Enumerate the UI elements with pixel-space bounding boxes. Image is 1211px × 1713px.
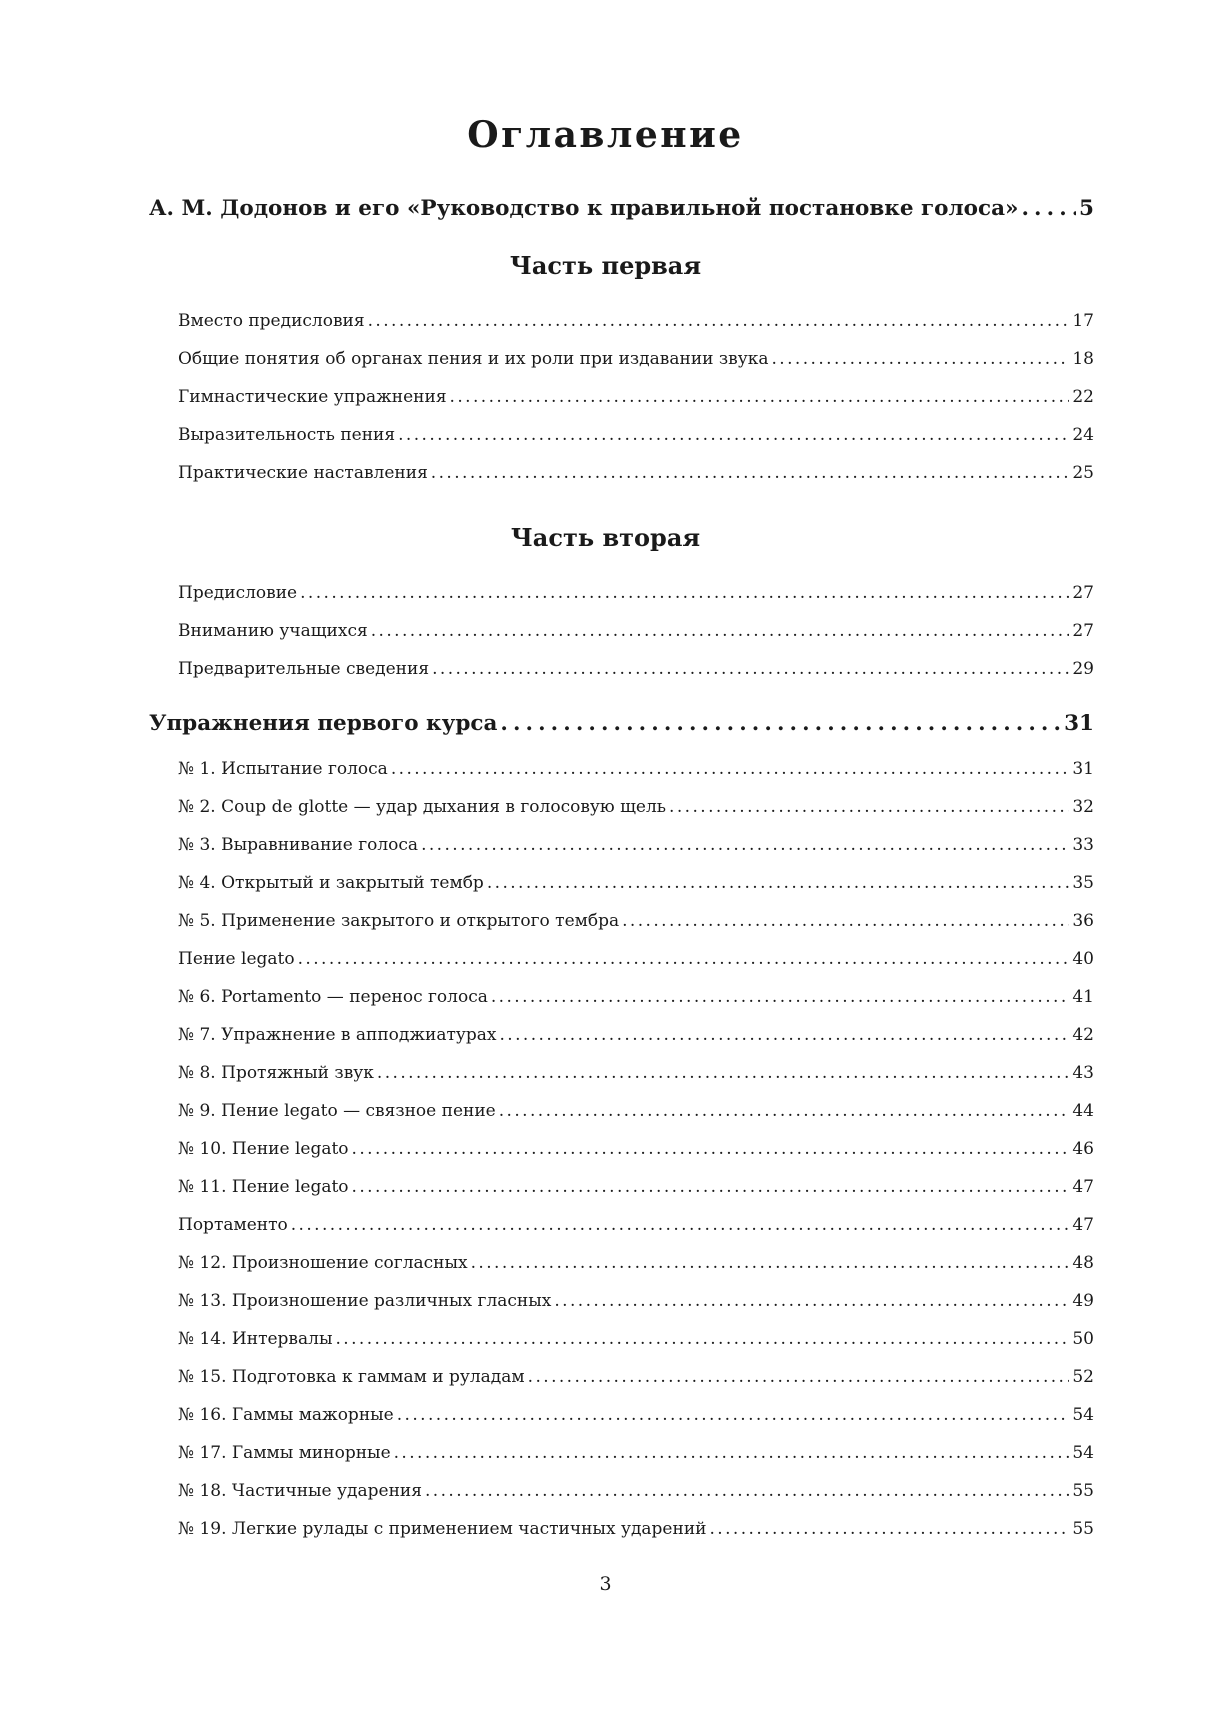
toc-entry-page: 27: [1072, 583, 1094, 603]
toc-entry-label: № 16. Гаммы мажорные: [178, 1405, 394, 1425]
dot-leader: [499, 1098, 1070, 1124]
toc-entry[interactable]: [178, 1060, 1094, 1086]
page-title: Оглавление: [467, 114, 744, 156]
toc-entry[interactable]: [178, 346, 1094, 372]
toc-entry-page: 44: [1072, 1101, 1094, 1121]
toc-entry[interactable]: [178, 422, 1094, 448]
toc-entry-label: Вниманию учащихся: [178, 621, 368, 641]
toc-entry[interactable]: [178, 1478, 1094, 1504]
toc-entry-label: Предисловие: [178, 583, 298, 603]
toc-entry-label: № 14. Интервалы: [178, 1329, 333, 1349]
dot-leader: [528, 1364, 1070, 1390]
dot-leader: [335, 1326, 1069, 1352]
dot-leader: [394, 1440, 1070, 1466]
section-heading-part-1: Часть первая: [509, 251, 702, 280]
toc-entry[interactable]: [178, 1250, 1094, 1276]
toc-entry-page: 52: [1072, 1367, 1094, 1387]
toc-entry-label: Выразительность пения: [178, 425, 396, 445]
toc-entry-page: 54: [1072, 1405, 1094, 1425]
dot-leader: [491, 984, 1070, 1010]
dot-leader: [391, 756, 1070, 782]
toc-entry-page: 24: [1072, 425, 1094, 445]
toc-entry-label: № 1. Испытание голоса: [178, 759, 388, 779]
toc-entry[interactable]: [178, 1098, 1094, 1124]
toc-entry[interactable]: [178, 794, 1094, 820]
dot-leader: [500, 709, 1061, 739]
dot-leader: [352, 1174, 1070, 1200]
dot-leader: [450, 384, 1070, 410]
toc-entry-page: 55: [1072, 1519, 1094, 1539]
toc-entry[interactable]: [178, 946, 1094, 972]
toc-entry-page: 50: [1072, 1329, 1094, 1349]
toc-entry[interactable]: [178, 1402, 1094, 1428]
toc-entry-page: 32: [1072, 797, 1094, 817]
toc-entry-label: № 8. Протяжный звук: [178, 1063, 374, 1083]
dot-leader: [368, 308, 1070, 334]
toc-entry-label: Пение legato: [178, 949, 295, 969]
dot-leader: [487, 870, 1070, 896]
toc-entry[interactable]: [178, 984, 1094, 1010]
toc-entry[interactable]: [178, 1440, 1094, 1466]
dot-leader: [425, 1478, 1069, 1504]
toc-entry-label: № 18. Частичные ударения: [178, 1481, 422, 1501]
dot-leader: [397, 1402, 1070, 1428]
toc-entry-label: Упражнения первого курса: [149, 711, 498, 736]
toc-entry-page: 49: [1072, 1291, 1094, 1311]
dot-leader: [432, 656, 1069, 682]
toc-entry[interactable]: [178, 1288, 1094, 1314]
toc-entry-label: № 7. Упражнение в апподжиатурах: [178, 1025, 497, 1045]
toc-intro-entry[interactable]: [149, 194, 1094, 224]
toc-entry[interactable]: [178, 1212, 1094, 1238]
toc-entry-page: 43: [1072, 1063, 1094, 1083]
toc-entry-page: 36: [1072, 911, 1094, 931]
toc-entry-page: 41: [1072, 987, 1094, 1007]
toc-entry-label: № 6. Portamento — перенос голоса: [178, 987, 488, 1007]
dot-leader: [1021, 194, 1076, 224]
toc-entry[interactable]: [178, 1136, 1094, 1162]
toc-entry-label: № 12. Произношение согласных: [178, 1253, 468, 1273]
toc-entry-page: 46: [1072, 1139, 1094, 1159]
toc-entry-page: 31: [1072, 759, 1094, 779]
toc-entry[interactable]: [178, 870, 1094, 896]
toc-entry-page: 42: [1072, 1025, 1094, 1045]
toc-entry-page: 40: [1072, 949, 1094, 969]
dot-leader: [352, 1136, 1070, 1162]
toc-entry-label: № 2. Coup de glotte — удар дыхания в голосовую щель: [178, 797, 667, 817]
toc-entry[interactable]: [178, 384, 1094, 410]
toc-entry-page: 17: [1072, 311, 1094, 331]
page-number: 3: [599, 1573, 612, 1595]
toc-entry-page: 47: [1072, 1215, 1094, 1235]
section-heading-part-2: Часть вторая: [510, 523, 701, 552]
toc-entry[interactable]: [178, 580, 1094, 606]
toc-entry[interactable]: [178, 1174, 1094, 1200]
toc-entry[interactable]: [178, 1326, 1094, 1352]
toc-entry-label: № 10. Пение legato: [178, 1139, 349, 1159]
dot-leader: [431, 460, 1070, 486]
toc-entry-label: № 4. Открытый и закрытый тембр: [178, 873, 484, 893]
toc-entry-page: 5: [1079, 196, 1094, 221]
toc-entry[interactable]: [178, 1022, 1094, 1048]
toc-entry[interactable]: [178, 908, 1094, 934]
dot-leader: [554, 1288, 1069, 1314]
toc-entry[interactable]: [178, 308, 1094, 334]
dot-leader: [669, 794, 1069, 820]
dot-leader: [622, 908, 1069, 934]
dot-leader: [709, 1516, 1069, 1542]
toc-entry-label: № 5. Применение закрытого и открытого тембра: [178, 911, 620, 931]
toc-entry[interactable]: [178, 1364, 1094, 1390]
toc-entry-page: 54: [1072, 1443, 1094, 1463]
dot-leader: [377, 1060, 1069, 1086]
toc-entry-page: 31: [1064, 711, 1094, 736]
toc-entry-label: № 9. Пение legato — связное пение: [178, 1101, 496, 1121]
dot-leader: [772, 346, 1070, 372]
toc-entry-label: Вместо предисловия: [178, 311, 365, 331]
toc-entry-page: 33: [1072, 835, 1094, 855]
toc-entry-page: 22: [1072, 387, 1094, 407]
toc-entry-page: 55: [1072, 1481, 1094, 1501]
toc-entry-label: Портаменто: [178, 1215, 288, 1235]
toc-entry-page: 48: [1072, 1253, 1094, 1273]
toc-entry[interactable]: [178, 618, 1094, 644]
toc-entry-page: 35: [1072, 873, 1094, 893]
toc-entry-label: № 15. Подготовка к гаммам и руладам: [178, 1367, 525, 1387]
toc-entry[interactable]: [178, 832, 1094, 858]
toc-entry[interactable]: [178, 756, 1094, 782]
toc-entry-label: А. М. Додонов и его «Руководство к правильной постановке голоса»: [149, 196, 1019, 221]
dot-leader: [471, 1250, 1070, 1276]
toc-course-1-entry[interactable]: [149, 709, 1094, 739]
dot-leader: [298, 946, 1070, 972]
dot-leader: [300, 580, 1069, 606]
toc-entry[interactable]: [178, 460, 1094, 486]
dot-leader: [291, 1212, 1070, 1238]
toc-entry-label: Предварительные сведения: [178, 659, 430, 679]
toc-entry-label: № 11. Пение legato: [178, 1177, 349, 1197]
toc-entry-page: 29: [1072, 659, 1094, 679]
dot-leader: [371, 618, 1070, 644]
toc-entry[interactable]: [178, 1516, 1094, 1542]
toc-entry-label: № 19. Легкие рулады с применением частичных ударений: [178, 1519, 707, 1539]
toc-entry-page: 25: [1072, 463, 1094, 483]
toc-entry[interactable]: [178, 656, 1094, 682]
dot-leader: [421, 832, 1069, 858]
toc-entry-label: Гимнастические упражнения: [178, 387, 447, 407]
toc-entry-page: 27: [1072, 621, 1094, 641]
toc-entry-label: № 13. Произношение различных гласных: [178, 1291, 552, 1311]
toc-entry-label: № 3. Выравнивание голоса: [178, 835, 419, 855]
toc-entry-label: № 17. Гаммы минорные: [178, 1443, 391, 1463]
toc-entry-page: 18: [1072, 349, 1094, 369]
dot-leader: [398, 422, 1069, 448]
dot-leader: [500, 1022, 1070, 1048]
toc-entry-label: Общие понятия об органах пения и их роли при издавании звука: [178, 349, 769, 369]
toc-entry-page: 47: [1072, 1177, 1094, 1197]
toc-entry-label: Практические наставления: [178, 463, 428, 483]
